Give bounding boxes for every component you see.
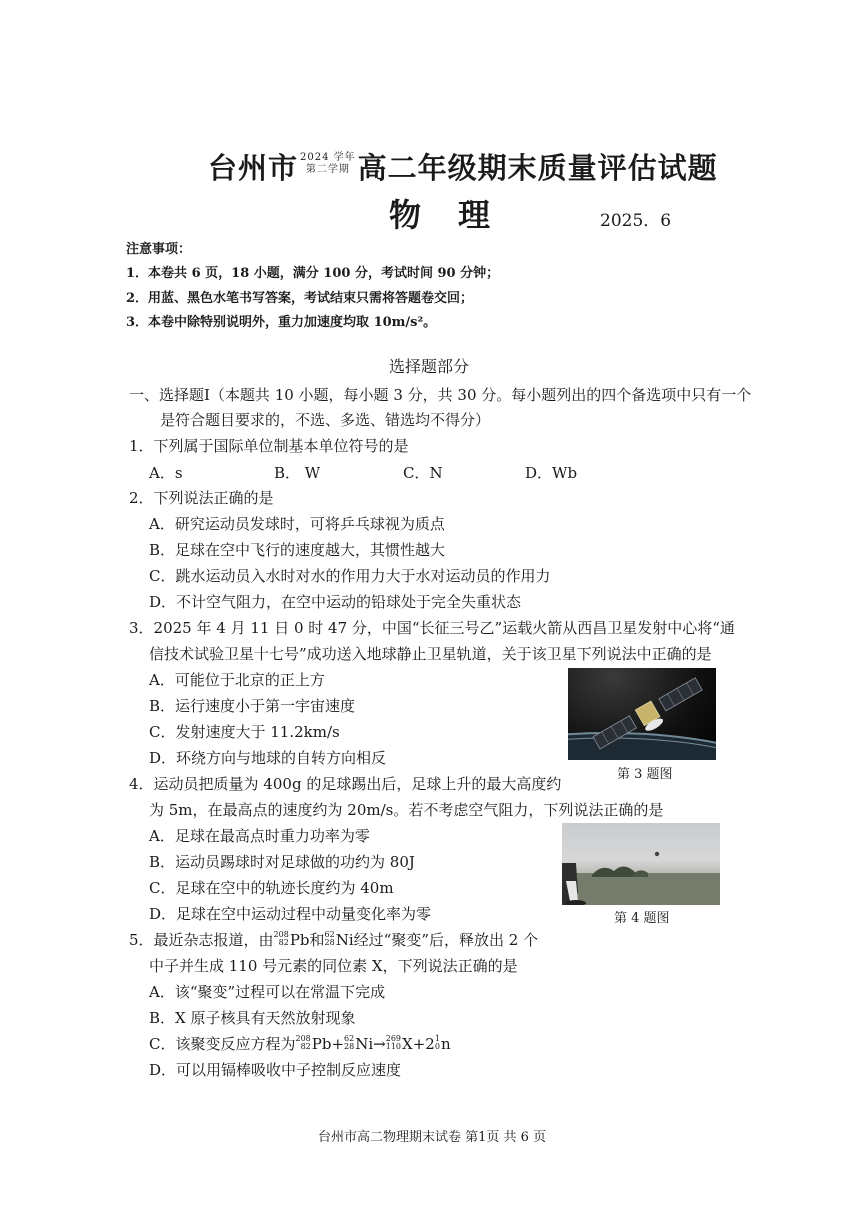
year-top: 2024 学年 — [300, 152, 356, 163]
eq-n-symbol: n — [440, 1035, 451, 1053]
section-title: 选择题部分 — [389, 357, 470, 376]
eq-x-atomic: 110 — [385, 1042, 402, 1051]
q4-option-a: A．足球在最高点时重力功率为零 — [149, 827, 370, 845]
ni-symbol: Ni — [335, 931, 354, 949]
subject-char-2: 理 — [458, 196, 492, 234]
eq-pb-atomic: 82 — [300, 1042, 311, 1051]
exam-date: 2025．6 — [600, 211, 672, 231]
q3-option-a: A．可能位于北京的正上方 — [149, 671, 325, 689]
eq-ni-symbol: Ni — [355, 1035, 374, 1053]
eq-ni-numbers — [344, 1035, 354, 1051]
q3-stem-line1: 3．2025 年 4 月 11 日 0 时 47 分，中国“长征三号乙”运载火箭从西昌卫星发射中心将“通 — [129, 619, 735, 637]
subject-char-1: 物 — [389, 196, 423, 234]
q5-stem-line2: 中子并生成 110 号元素的同位素 X，下列说法正确的是 — [149, 957, 518, 975]
q2-option-c: C．跳水运动员入水时对水的作用力大于水对运动员的作用力 — [149, 567, 551, 585]
q2-option-b: B．足球在空中飞行的速度越大，其惯性越大 — [149, 541, 446, 559]
q3-option-c: C．发射速度大于 11.2km/s — [149, 723, 340, 741]
q5-stem-text: 5．最近杂志报道，由 — [129, 931, 274, 949]
part-instructions-line1: 一、选择题Ⅰ（本题共 10 小题，每小题 3 分，共 30 分。每小题列出的四个备选项中只有一个 — [129, 386, 752, 404]
eq-plus-2: +2 — [412, 1035, 435, 1053]
note-item: 2．用蓝、黑色水笔书写答案，考试结束只需将答题卷交回； — [126, 291, 474, 306]
q5-stem-text-2: 经过“聚变”后，释放出 2 个 — [353, 931, 539, 949]
figure-4-caption: 第 4 题图 — [614, 911, 670, 926]
q2-option-a: A．研究运动员发球时，可将乒乓球视为质点 — [149, 515, 445, 533]
note-item: 1．本卷共 6 页，18 小题，满分 100 分，考试时间 90 分钟； — [126, 266, 500, 281]
football-photo — [562, 823, 720, 905]
q1-option-a: A．s — [149, 464, 183, 482]
eq-n-atomic: 0 — [434, 1042, 440, 1051]
q5-and: 和 — [309, 931, 325, 949]
eq-pb-mass: 208 — [295, 1034, 311, 1043]
q1-option-c: C．N — [403, 464, 443, 482]
pb-symbol: Pb — [289, 931, 310, 949]
q1-option-b: B． W — [274, 464, 321, 482]
eq-x-mass: 269 — [385, 1034, 402, 1043]
q4-option-c: C．足球在空中的轨迹长度约为 40m — [149, 879, 394, 897]
pb-atomic-number: 82 — [278, 938, 289, 947]
q5-option-a: A．该“聚变”过程可以在常温下完成 — [149, 983, 386, 1001]
eq-n-numbers — [435, 1035, 440, 1051]
q5-stem-line1 — [129, 929, 538, 950]
eq-x-symbol: X — [402, 1035, 413, 1053]
eq-arrow: → — [373, 1035, 386, 1053]
pb-mass-number: 208 — [273, 930, 289, 939]
q3-stem-line2: 信技术试验卫星十七号”成功送入地球静止卫星轨道，关于该卫星下列说法中正确的是 — [149, 645, 712, 663]
eq-ni-mass: 62 — [344, 1034, 355, 1043]
eq-plus: + — [331, 1035, 345, 1053]
q3-option-b: B．运行速度小于第一宇宙速度 — [149, 697, 356, 715]
exam-title — [208, 146, 718, 187]
title-rest: 高二年级期末质量评估试题 — [357, 151, 718, 185]
title-school-year — [300, 152, 356, 176]
eq-ni-atomic: 28 — [344, 1042, 355, 1051]
q2-option-d: D．不计空气阻力，在空中运动的铅球处于完全失重状态 — [149, 593, 522, 611]
figure-3-caption: 第 3 题图 — [617, 767, 673, 782]
satellite-photo — [568, 668, 716, 760]
year-bottom: 第二学期 — [305, 164, 350, 175]
ni-mass-number: 62 — [324, 930, 335, 939]
q4-option-b: B．运动员踢球时对足球做的功约为 80J — [149, 853, 415, 871]
eq-n-mass: 1 — [434, 1034, 440, 1043]
part-instructions-line2: 是符合题目要求的，不选、多选、错选均不得分） — [160, 411, 491, 429]
pb-nuclide-numbers — [274, 931, 289, 947]
q5-option-d: D．可以用镉棒吸收中子控制反应速度 — [149, 1061, 402, 1079]
q1-stem: 1．下列属于国际单位制基本单位符号的是 — [129, 437, 409, 455]
q4-stem-line2: 为 5m，在最高点的速度约为 20m/s。若不考虑空气阻力，下列说法正确的是 — [149, 801, 664, 819]
q5-c-text: C．该聚变反应方程为 — [149, 1035, 296, 1053]
q5-option-b: B．X 原子核具有天然放射现象 — [149, 1009, 356, 1027]
q3-option-d: D．环绕方向与地球的自转方向相反 — [149, 749, 387, 767]
page-footer: 台州市高二物理期末试卷 第1页 共 6 页 — [318, 1130, 547, 1145]
eq-pb-symbol: Pb — [311, 1035, 332, 1053]
q4-stem-line1: 4．运动员把质量为 400g 的足球踢出后，足球上升的最大高度约 — [129, 775, 562, 793]
subject-title — [389, 190, 491, 236]
note-item: 3．本卷中除特别说明外，重力加速度均取 10m/s²。 — [126, 315, 437, 330]
q5-option-c — [149, 1033, 451, 1054]
ni-atomic-number: 28 — [324, 938, 335, 947]
q2-stem: 2．下列说法正确的是 — [129, 489, 274, 507]
ni-nuclide-numbers — [325, 931, 335, 947]
q4-option-d: D．足球在空中运动过程中动量变化率为零 — [149, 905, 432, 923]
eq-x-numbers — [386, 1035, 401, 1051]
title-city: 台州市 — [208, 151, 299, 185]
notes-heading: 注意事项： — [126, 242, 192, 257]
q1-option-d: D．Wb — [525, 464, 578, 482]
eq-pb-numbers — [295, 1035, 310, 1051]
